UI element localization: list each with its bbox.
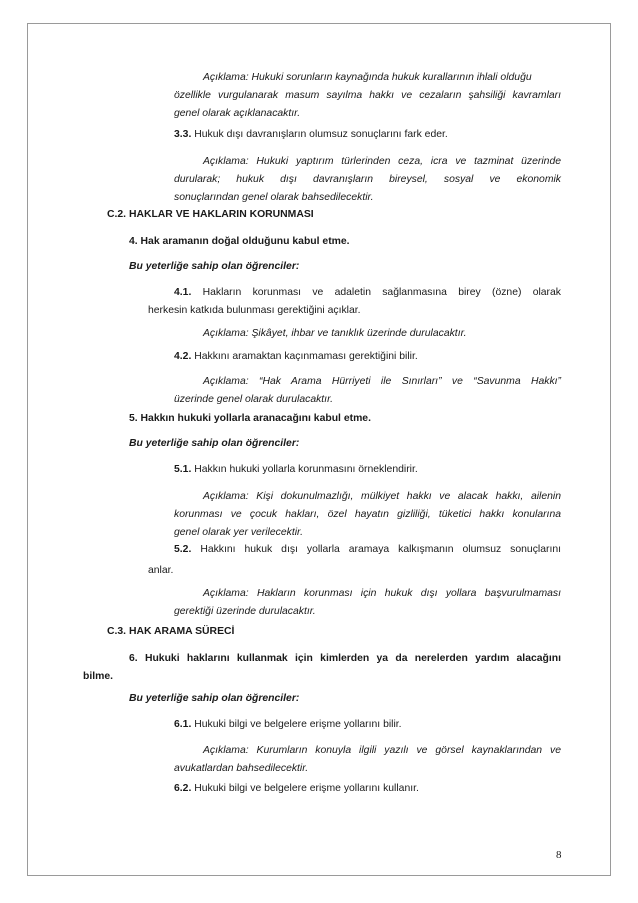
objective-6: 6. Hukuki haklarını kullanmak için kimlerden ya da nerelerden yardım alacağını xyxy=(129,653,561,664)
objective-5: 5. Hakkın hukuki yollarla aranacağını kabul etme. xyxy=(129,413,371,424)
item-text: Hukuki bilgi ve belgelere erişme yollarını bilir. xyxy=(194,719,402,730)
objective-6-continuation: bilme. xyxy=(83,671,114,682)
item-code: 5.2. xyxy=(174,544,192,555)
section-heading-c3: C.3. HAK ARAMA SÜRECİ xyxy=(107,626,235,637)
item-text-continuation: herkesin katkıda bulunması gerektiğini açıklar. xyxy=(148,305,361,316)
explanation-line: Açıklama: Şikâyet, ihbar ve tanıklık üzerinde durulacaktır. xyxy=(203,328,467,339)
item-text: Hakların korunması ve adaletin sağlanmasına birey (özne) olarak xyxy=(202,287,561,298)
item-4-1 xyxy=(174,284,561,302)
explanation-line: genel olarak açıklanacaktır. xyxy=(174,108,301,119)
item-code: 4.2. xyxy=(174,351,192,362)
students-heading: Bu yeterliğe sahip olan öğrenciler: xyxy=(129,438,300,449)
item-code: 4.1. xyxy=(174,287,192,298)
explanation-line: Açıklama: Hukuki yaptırım türlerinden ceza, icra ve tazminat üzerinde xyxy=(203,156,561,167)
item-code: 6.2. xyxy=(174,783,192,794)
page-number: 8 xyxy=(556,849,562,861)
item-4-2 xyxy=(174,348,418,366)
explanation-line: sonuçlarından genel olarak bahsedilecektir. xyxy=(174,192,374,203)
explanation-line: Açıklama: Kişi dokunulmazlığı, mülkiyet hakkı ve alacak hakkı, ailenin xyxy=(203,491,561,502)
explanation-line: Açıklama: Hakların korunması için hukuk dışı yollara başvurulmaması xyxy=(203,588,561,599)
item-5-1 xyxy=(174,461,418,479)
item-text-continuation: anlar. xyxy=(148,565,174,576)
explanation-line: özellikle vurgulanarak masum sayılma hakkı ve cezaların şahsiliği kavramları xyxy=(174,90,561,101)
objective-4: 4. Hak aramanın doğal olduğunu kabul etme. xyxy=(129,236,350,247)
explanation-line: Açıklama: Hukuki sorunların kaynağında hukuk kurallarının ihlali olduğu xyxy=(203,72,532,83)
item-6-1 xyxy=(174,716,402,734)
section-heading-c2: C.2. HAKLAR VE HAKLARIN KORUNMASI xyxy=(107,209,314,220)
item-text: Hukuk dışı davranışların olumsuz sonuçlarını fark eder. xyxy=(194,129,448,140)
item-6-2 xyxy=(174,780,419,798)
explanation-line: Açıklama: “Hak Arama Hürriyeti ile Sınırları” ve “Savunma Hakkı” xyxy=(203,376,561,387)
explanation-line: durularak; hukuk dışı davranışların bireysel, sosyal ve ekonomik xyxy=(174,174,561,185)
explanation-line: genel olarak yer verilecektir. xyxy=(174,527,303,538)
item-code: 6.1. xyxy=(174,719,192,730)
item-text: Hukuki bilgi ve belgelere erişme yollarını kullanır. xyxy=(194,783,419,794)
students-heading: Bu yeterliğe sahip olan öğrenciler: xyxy=(129,693,300,704)
item-code: 5.1. xyxy=(174,464,192,475)
item-code: 3.3. xyxy=(174,129,192,140)
item-3-3 xyxy=(174,126,448,144)
explanation-line: gerektiği üzerinde durulacaktır. xyxy=(174,606,316,617)
item-5-2 xyxy=(174,541,561,559)
item-text: Hakkın hukuki yollarla korunmasını örneklendirir. xyxy=(194,464,418,475)
explanation-line: korunması ve çocuk hakları, özel hayatın gizliliği, tüketici hakkı konularına xyxy=(174,509,561,520)
students-heading: Bu yeterliğe sahip olan öğrenciler: xyxy=(129,261,300,272)
explanation-line: üzerinde genel olarak durulacaktır. xyxy=(174,394,334,405)
explanation-line: Açıklama: Kurumların konuyla ilgili yazılı ve görsel kaynaklarından ve xyxy=(203,745,561,756)
item-text: Hakkını hukuk dışı yollarla aramaya kalkışmanın olumsuz sonuçlarını xyxy=(200,544,561,555)
item-text: Hakkını aramaktan kaçınmaması gerektiğini bilir. xyxy=(194,351,418,362)
explanation-line: avukatlardan bahsedilecektir. xyxy=(174,763,309,774)
